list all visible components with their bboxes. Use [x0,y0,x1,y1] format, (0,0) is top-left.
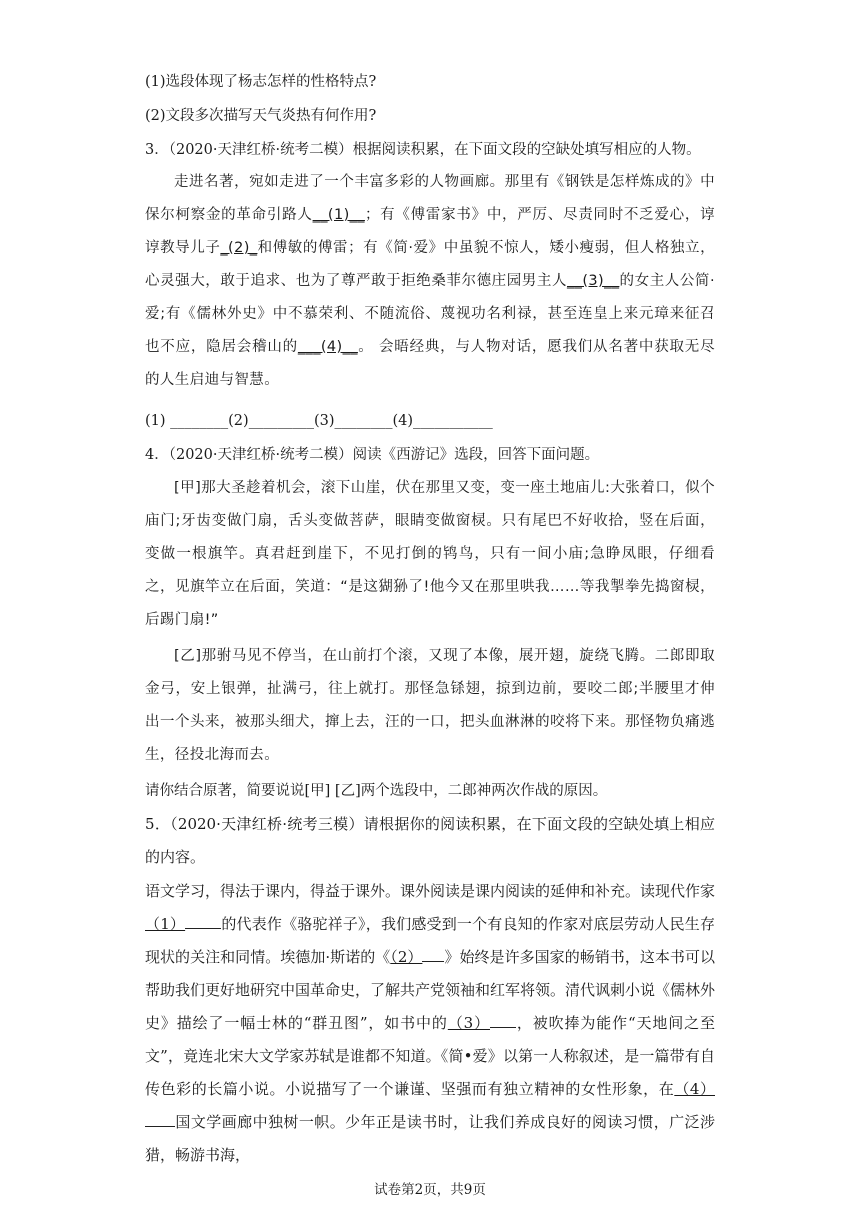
question-3-stem: 3．（2020·天津红桥·统考二模）根据阅读积累，在下面文段的空缺处填写相应的人物。 [145,142,701,158]
blank-underline [422,947,444,962]
blank-underline [145,1112,175,1127]
question-prev-sub1: (1)选段体现了杨志怎样的性格特点? [145,74,377,90]
blank-underline [185,914,221,929]
passage-text: 》始终是许多国家的畅销书，这本书可以帮助我们更好地研究中国革命史，了解共产党领袖和红军将领。清代讽刺小说《儒林外史》描绘了一幅士林的“群丑图”，如书中的 [145,948,716,1032]
question-4-prompt: 请你结合原著，简要说说[甲] [乙]两个选段中，二郎神两次作战的原因。 [145,783,608,799]
passage-text: 。 会晤经典，与人物对话，愿我们从名著中获取无尽的人生启迪与智慧。 [145,339,715,388]
passage-text: 的女主人公简·爱;有《儒林外史》中不慕荣利、不随流俗、蔑视功名利禄，甚至连皇上来元璋来征召也不应，隐居会稽山的 [145,273,715,355]
question-prev-sub2: (2)文段多次描写天气炎热有何作用? [145,108,377,124]
blank-2: （2） [390,948,423,966]
passage-text: 国文学画廊中独树一帜。少年正是读书时，让我们养成良好的阅读习惯，广泛涉猎，畅游书海， [145,1113,715,1164]
question-3-answer-line: (1) ________(2)_________(3)________(4)___________ [145,413,493,429]
blank-3: （3） [447,1014,490,1032]
blank-2: _(2)_ [220,240,258,256]
question-4-stem: 4．（2020·天津红桥·统考二模）阅读《西游记》选段，回答下面问题。 [145,447,600,463]
passage-text: 的代表作《骆驼祥子》，我们感受到一个有良知的作家对底层劳动人民生存现状的关注和同情。埃德加·斯诺的《 [145,915,715,966]
blank-3: __(3)__ [567,273,620,289]
passage-text: ；有《傅雷家书》中，严厉、尽责同时不乏爱心，谆谆教导儿子 [145,207,715,256]
passage-text: 和傅敏的傅雷；有《简·爱》中虽貌不惊人，矮小瘦弱，但人格独立，心灵强大，敢于追求、也为了尊严敢于拒绝桑菲尔德庄园男主人 [145,240,716,289]
question-4-excerpt-yi: [乙]那驸马见不停当，在山前打个滚，又现了本像，展开翅，旋绕飞腾。二郎即取金弓，安上银弹，扯满弓，往上就打。那怪急铩翅，掠到边前，要咬二郎;半腰里才伸出一个头来，被那头细犬，撺上去，汪的一口，把头血淋淋的咬将下来。那怪物负痛逃生，径投北海而去。 [145,648,715,763]
question-4-excerpt-jia: [甲]那大圣趁着机会，滚下山崖，伏在那里又变，变一座土地庙儿:大张着口，似个庙门;牙齿变做门扇，舌头变做菩萨，眼睛变做窗棂。只有尾巴不好收拾，竖在后面，变做一根旗竿。真君赶到崖下，不见打倒的鸨鸟，只有一间小庙;急睁凤眼，仔细看之，见旗竿立在后面，笑道：“是这猢狲了!他今又在那里哄我……等我掣拳先捣窗棂，后踢门扇!” [145,480,715,628]
blank-underline [490,1013,516,1028]
question-3-passage [145,166,715,397]
passage-text: ，被吹捧为能作“天地间之至文”，竟连北宋大文学家苏轼是谁都不知道。《简•爱》以第一人称叙述，是一篇带有自传色彩的长篇小说。小说描写了一个谦谨、坚强而有独立精神的女性形象，在 [145,1014,716,1098]
passage-text: 走进名著，宛如走进了一个丰富多彩的人物画廊。那里有《钢铁是怎样炼成的》中保尔柯察金的革命引路人 [145,174,715,223]
blank-4: （4） [674,1080,715,1098]
blank-1: __(1)__ [312,207,365,223]
blank-1: （1） [145,915,186,933]
page-footer: 试卷第2页，共9页 [374,1182,486,1198]
question-5-passage [145,875,715,1172]
blank-4: ___(4)__ [297,339,358,355]
passage-text: 语文学习，得法于课内，得益于课外。课外阅读是课内阅读的延伸和补充。读现代作家 [145,882,716,900]
question-5-stem: 5．（2020·天津红桥·统考三模）请根据你的阅读积累，在下面文段的空缺处填上相应的内容。 [145,815,715,866]
